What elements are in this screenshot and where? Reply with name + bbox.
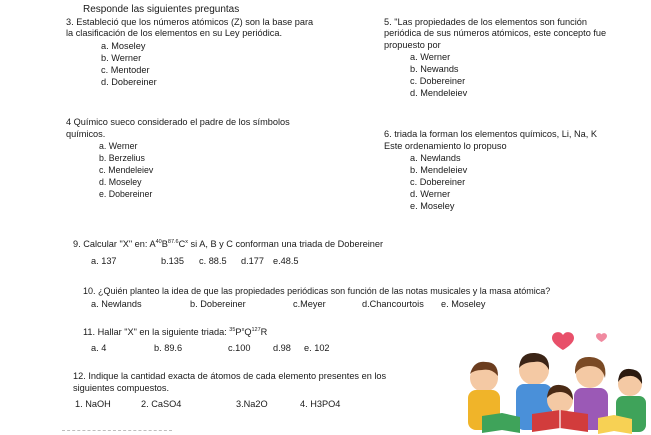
- question-6-line1: 6. triada la forman los elementos químicos, Li, Na, K: [384, 129, 597, 139]
- q11-option-e: e. 102: [304, 343, 330, 353]
- page-title: Responde las siguientes preguntas: [83, 4, 240, 15]
- kids-reading-illustration: [462, 330, 647, 435]
- q12-item-3: 3.Na2O: [236, 399, 268, 409]
- book-green-icon: [482, 413, 520, 433]
- question-10-text: 10. ¿Quién planteo la idea de que las propiedades periódicas son función de las notas musicales y la masa atómica?: [83, 286, 551, 296]
- question-9-text: 9. Calcular "X" en: $A^{40}B^{87.6}C^x$ si A, B y C conforman una triada de Dobereiner: [73, 239, 384, 249]
- question-5-line1: 5. "Las propiedades de los elementos son función: [384, 17, 587, 27]
- q9-option-e: e.48.5: [273, 256, 299, 266]
- q4-option-a: a. Werner: [99, 141, 138, 151]
- q4-option-c: c. Mendeleiev: [99, 165, 154, 175]
- q6-option-d: d. Werner: [410, 189, 451, 199]
- q3-option-b: b. Werner: [101, 53, 142, 63]
- question-11-text: 11. Hallar "X" en la siguiente triada: $^{35}P^xQ^{127}R$: [83, 327, 268, 337]
- q3-option-a: a. Moseley: [101, 41, 146, 51]
- question-3-line1: 3. Estableció que los números atómicos (Z) son la base para: [66, 17, 314, 27]
- q6-option-c: c. Dobereiner: [410, 177, 466, 187]
- q11-option-a: a. 4: [91, 343, 107, 353]
- q11-option-b: b. 89.6: [154, 343, 183, 353]
- q5-option-b: b. Newands: [410, 64, 459, 74]
- question-3-line2: la clasificación de los elementos en su Ley periódica.: [66, 28, 283, 38]
- question-12-line1: 12. Indique la cantidad exacta de átomos de cada elemento presentes en los: [73, 371, 387, 381]
- q12-item-2: 2. CaSO4: [141, 399, 182, 409]
- q4-option-d: d. Moseley: [99, 177, 142, 187]
- q10-option-b: b. Dobereiner: [190, 299, 246, 309]
- q11-option-d: d.98: [273, 343, 291, 353]
- q9-option-a: a. 137: [91, 256, 117, 266]
- q4-option-b: b. Berzelius: [99, 153, 145, 163]
- q5-option-d: d. Mendeleiev: [410, 88, 468, 98]
- q6-option-e: e. Moseley: [410, 201, 455, 211]
- q10-option-d: d.Chancourtois: [362, 299, 424, 309]
- q12-item-4: 4. H3PO4: [300, 399, 341, 409]
- question-5-line3: propuesto por: [384, 40, 441, 50]
- q5-option-a: a. Werner: [410, 52, 451, 62]
- question-5-line2: periódica de sus números atómicos, este concepto fue: [384, 28, 607, 38]
- q11-option-c: c.100: [228, 343, 251, 353]
- heart-icon: [552, 332, 574, 350]
- question-12-line2: siguientes compuestos.: [73, 383, 170, 393]
- q12-item-1: 1. NaOH: [75, 399, 111, 409]
- q6-option-b: b. Mendeleiev: [410, 165, 468, 175]
- q3-option-d: d. Dobereiner: [101, 77, 157, 87]
- bottom-divider: [62, 430, 172, 431]
- question-4-line2: químicos.: [66, 129, 106, 139]
- q5-option-c: c. Dobereiner: [410, 76, 466, 86]
- question-4-line1: 4 Químico sueco considerado el padre de los símbolos: [66, 117, 290, 127]
- q3-option-c: c. Mentoder: [101, 65, 150, 75]
- q9-option-c: c. 88.5: [199, 256, 227, 266]
- q4-option-e: e. Dobereiner: [99, 189, 153, 199]
- q6-option-a: a. Newlands: [410, 153, 461, 163]
- q10-option-a: a. Newlands: [91, 299, 142, 309]
- q10-option-c: c.Meyer: [293, 299, 326, 309]
- q9-option-d: d.177: [241, 256, 264, 266]
- q9-option-b: b.135: [161, 256, 184, 266]
- question-6-line2: Este ordenamiento lo propuso: [384, 141, 507, 151]
- small-heart-icon: [596, 333, 607, 342]
- q10-option-e: e. Moseley: [441, 299, 486, 309]
- kid-front-icon: [547, 385, 573, 413]
